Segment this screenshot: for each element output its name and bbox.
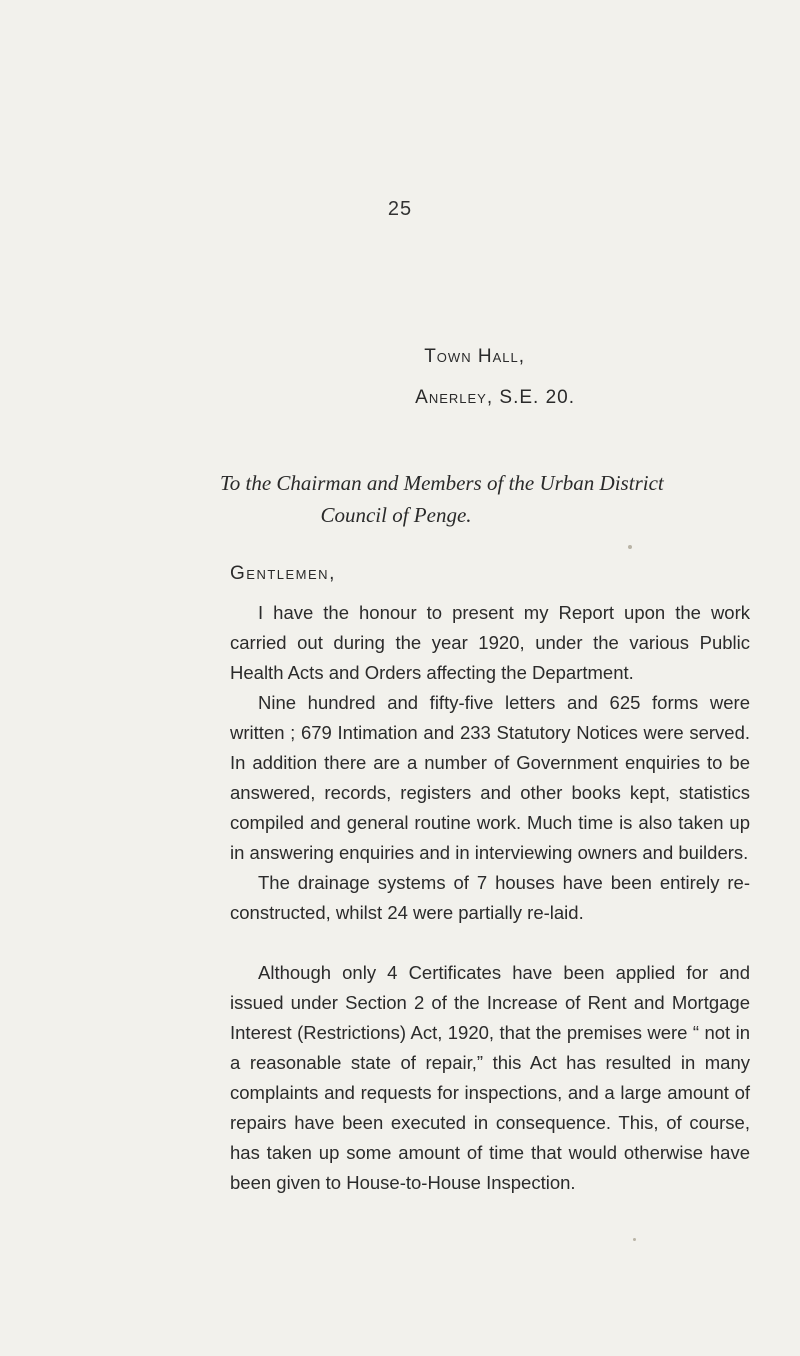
addressee-line-1: To the Chairman and Members of the Urban District <box>220 471 664 495</box>
paper-speck <box>633 1238 636 1241</box>
paragraph-intro: I have the honour to present my Report upon the work carried out during the year 1920, under the various Public Health Acts and Orders affecting the Department. <box>230 602 750 683</box>
page-number: 25 <box>387 198 413 220</box>
salutation: Gentlemen, <box>230 563 336 584</box>
paragraph-drainage: The drainage systems of 7 houses have been entirely re-constructed, whilst 24 were partially re-laid. <box>230 872 750 923</box>
paragraph-correspondence: Nine hundred and fifty-five letters and 625 forms were written ; 679 Intimation and 233 Statutory Notices were served. In addition there are a number of Government enquiries to be answered, records, registers and other books kept, statistics compiled and general routine work. Much time is also taken up in answering enquiries and in interviewing owners and builders. <box>230 692 750 863</box>
paragraph-certificates: Although only 4 Certificates have been applied for and issued under Section 2 of the Increase of Rent and Mortgage Interest (Restrictions) Act, 1920, that the premises were “ not in a reasonable state of repair,” this Act has resulted in many complaints and requests for inspections, and a large amount of repairs have been executed in consequence. This, of course, has taken up some amount of time that would otherwise have been given to House-to-House Inspection. <box>230 962 750 1193</box>
address-line-2: Anerley, S.E. 20. <box>415 387 575 408</box>
paper-speck <box>628 545 632 549</box>
address-line-1: Town Hall, <box>424 346 525 367</box>
addressee-line-2: Council of Penge. <box>320 503 472 527</box>
